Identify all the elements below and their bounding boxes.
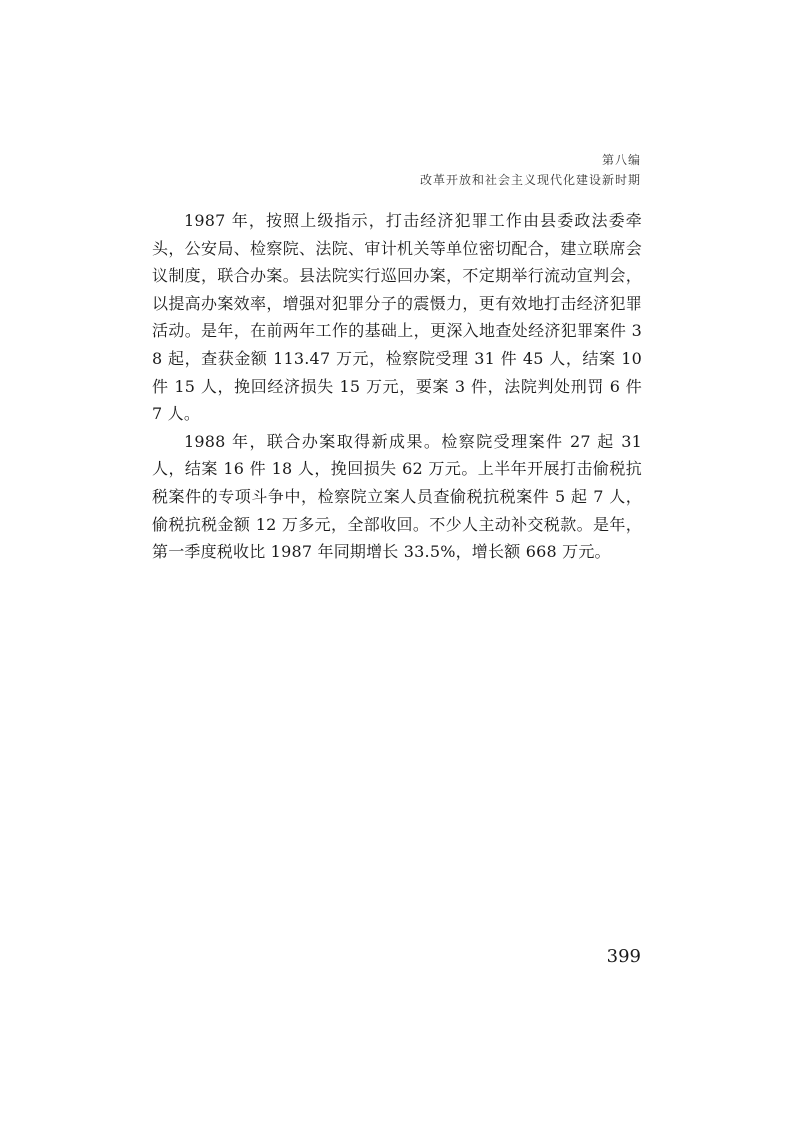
paragraph-1988: 1988 年，联合办案取得新成果。检察院受理案件 27 起 31 人，结案 16 件 18 人，挽回损失 62 万元。上半年开展打击偷税抗税案件的专项斗争中，检察院立案人员查偷税抗税案件 5 起 7 人，偷税抗税金额 12 万多元，全部收回。不少人主动补交税款。是年，第一季度税收比 1987 年同期增长 33.5%，增长额 668 万元。 bbox=[152, 431, 642, 562]
running-header bbox=[420, 150, 641, 190]
paragraph-1987: 1987 年，按照上级指示，打击经济犯罪工作由县委政法委牵头，公安局、检察院、法院、审计机关等单位密切配合，建立联席会议制度，联合办案。县法院实行巡回办案，不定期举行流动宣判会，以提高办案效率，增强对犯罪分子的震慑力，更有效地打击经济犯罪活动。是年，在前两年工作的基础上，更深入地查处经济犯罪案件 38 起，查获金额 113.47 万元，检察院受理 31 件 45 人，结案 10 件 15 人，挽回经济损失 15 万元，要案 3 件，法院判处刑罚 6 件 7 人。 bbox=[152, 211, 642, 424]
part-title: 第八编 bbox=[601, 153, 641, 167]
body-text bbox=[152, 207, 642, 566]
page-number: 399 bbox=[606, 946, 641, 967]
section-subtitle: 改革开放和社会主义现代化建设新时期 bbox=[419, 173, 641, 187]
